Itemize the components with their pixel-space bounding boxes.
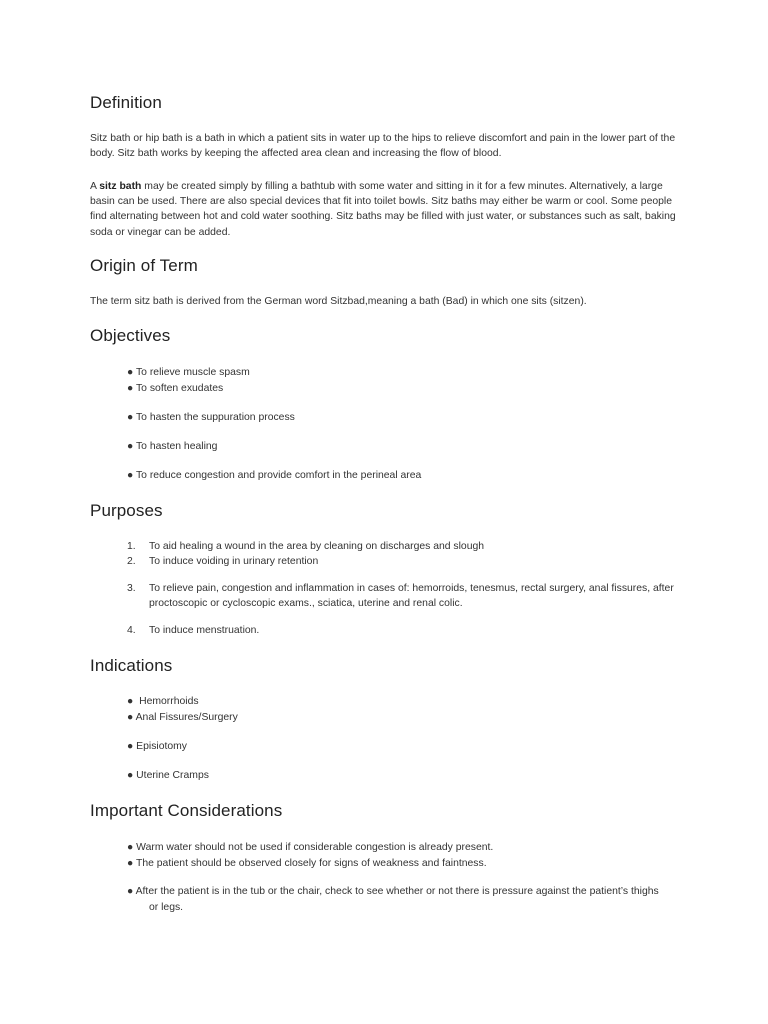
indication-item: ● Uterine Cramps bbox=[127, 768, 209, 783]
origin-heading: Origin of Term bbox=[90, 256, 198, 275]
bullet-icon: ● bbox=[127, 696, 134, 707]
objective-item: ● To relieve muscle spasm bbox=[127, 365, 250, 380]
objective-item: ● To hasten the suppuration process bbox=[127, 410, 295, 425]
definition-paragraph-1: Sitz bath or hip bath is a bath in which a patient sits in water up to the hips to relieve discomfort and pain in the lower part of the body. Sitz bath works by keeping the affected area clean and increasing the flow of blood. bbox=[90, 133, 676, 160]
purpose-number: 1. bbox=[127, 541, 136, 552]
purpose-number: 4. bbox=[127, 625, 136, 636]
purpose-item: To aid healing a wound in the area by cleaning on discharges and slough bbox=[149, 541, 485, 552]
objectives-heading: Objectives bbox=[90, 326, 171, 345]
bullet-icon: ● bbox=[127, 412, 134, 423]
indication-item: ● Episiotomy bbox=[127, 739, 187, 754]
purpose-number: 3. bbox=[127, 583, 136, 594]
objective-item: ● To soften exudates bbox=[127, 381, 223, 396]
bullet-icon: ● bbox=[127, 712, 134, 723]
bullet-icon: ● bbox=[127, 886, 134, 897]
definition-paragraph-2 bbox=[90, 179, 680, 240]
bullet-icon: ● bbox=[127, 441, 134, 452]
bullet-icon: ● bbox=[127, 383, 134, 394]
consideration-item: ● Warm water should not be used if considerable congestion is already present. bbox=[127, 840, 493, 855]
sitz-bath-bold: sitz bath bbox=[99, 181, 142, 192]
consideration-item: ● After the patient is in the tub or the chair, check to see whether or not there is pressure against the patient’s thighs bbox=[127, 884, 659, 899]
purposes-heading: Purposes bbox=[90, 501, 163, 520]
purpose-item: To induce voiding in urinary retention bbox=[149, 556, 319, 567]
indications-heading: Indications bbox=[90, 656, 173, 675]
bullet-icon: ● bbox=[127, 367, 134, 378]
objective-item: ● To hasten healing bbox=[127, 439, 217, 454]
consideration-item-continuation: or legs. bbox=[149, 902, 184, 913]
indication-item: ● Anal Fissures/Surgery bbox=[127, 710, 238, 725]
bullet-icon: ● bbox=[127, 470, 134, 481]
purpose-item: To induce menstruation. bbox=[149, 625, 260, 636]
bullet-icon: ● bbox=[127, 770, 134, 781]
objective-item: ● To reduce congestion and provide comfort in the perineal area bbox=[127, 468, 421, 483]
definition-p2-prefix: A bbox=[90, 181, 100, 192]
indication-item: ● Hemorrhoids bbox=[127, 694, 199, 709]
bullet-icon: ● bbox=[127, 858, 134, 869]
definition-heading: Definition bbox=[90, 93, 162, 112]
purpose-item: To relieve pain, congestion and inflammation in cases of: hemorroids, tenesmus, rectal surgery, anal fissures, after proctoscopic or cycloscopic exams., sciatica, uterine and renal colic. bbox=[149, 583, 674, 610]
considerations-heading: Important Considerations bbox=[90, 801, 283, 820]
bullet-icon: ● bbox=[127, 741, 134, 752]
origin-paragraph: The term sitz bath is derived from the German word Sitzbad,meaning a bath (Bad) in which one sits (sitzen). bbox=[90, 296, 587, 307]
consideration-item: ● The patient should be observed closely for signs of weakness and faintness. bbox=[127, 856, 487, 871]
purpose-number: 2. bbox=[127, 556, 136, 567]
definition-p2-rest: may be created simply by filling a bathtub with some water and sitting in it for a few minutes. Alternatively, a large basin can be used. There are also special devices that fit into toilet bowls. Sitz baths may either be warm or cool. Some people find alternating between hot and cold water soothing. Sitz baths may be filled with just water, or substances such as salt, baking soda or vinegar can be added. bbox=[90, 181, 676, 238]
bullet-icon: ● bbox=[127, 842, 134, 853]
